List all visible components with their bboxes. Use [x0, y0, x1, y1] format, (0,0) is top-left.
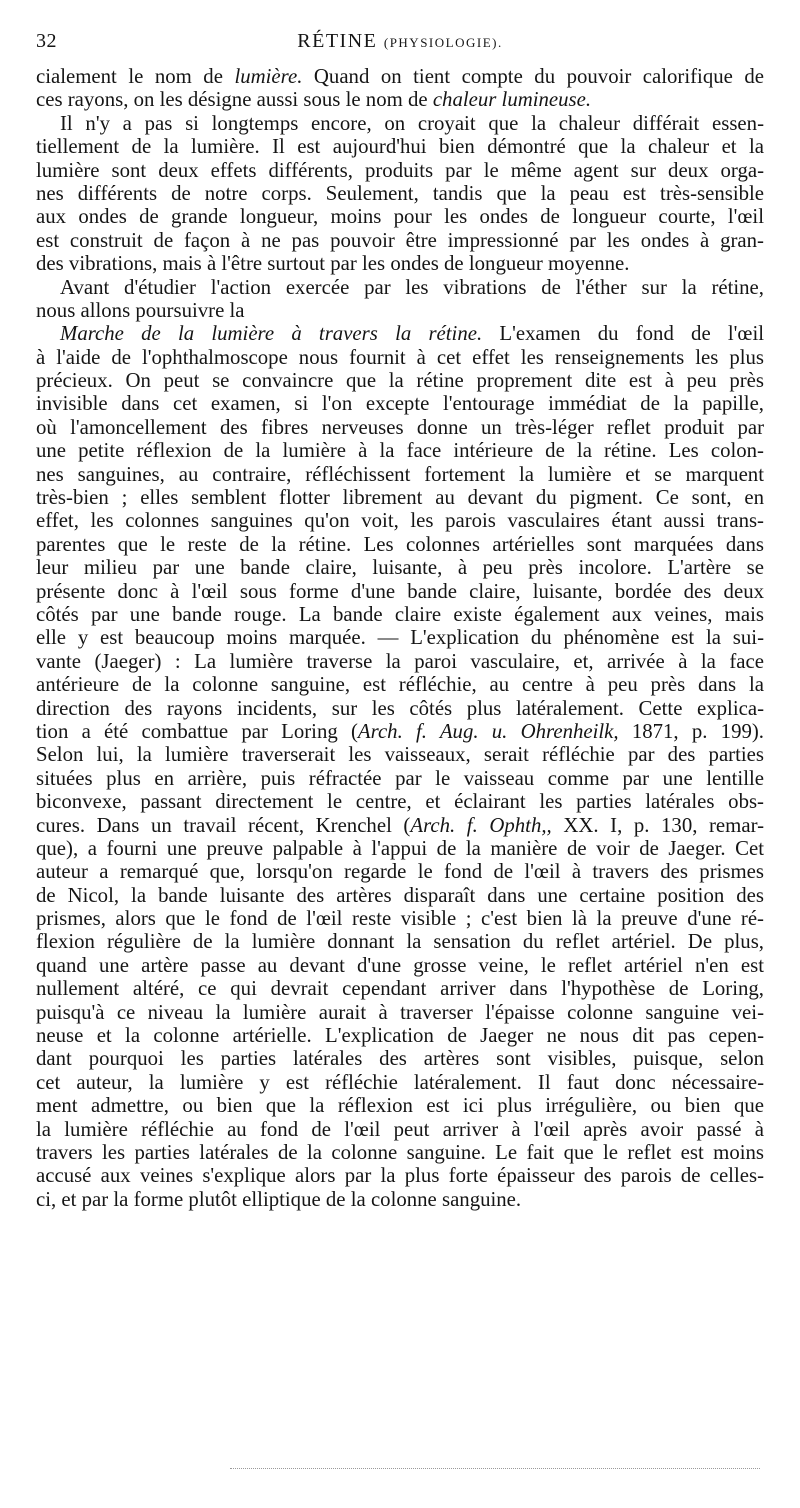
body-text	[36, 65, 764, 1211]
text-segment: Il n'y a pas si longtemps encore, on croyait que la chaleur différait essen-	[60, 111, 764, 135]
text-segment: L'examen du fond de l'œil	[482, 322, 765, 346]
text-segment: direction des rayons incidents, sur les côtés plus latéralement. Cette explica-	[36, 696, 764, 720]
text-segment: précieux. On peut se convaincre que la rétine proprement dite est à peu près	[36, 369, 764, 393]
text-line	[36, 533, 764, 556]
text-segment: invisible dans cet examen, si l'on excepte l'entourage immédiat de la papille,	[36, 392, 764, 416]
text-segment: ci, et par la forme plutôt elliptique de la colonne sanguine.	[36, 1187, 522, 1211]
running-head-title: RÉTINE	[297, 30, 378, 52]
text-segment: tion a été combattue par Loring (	[36, 719, 358, 743]
running-head-subtitle: (PHYSIOLOGIE).	[383, 35, 503, 50]
text-segment: parentes que le reste de la rétine. Les colonnes artérielles sont marquées dans	[36, 532, 764, 556]
text-line	[36, 603, 764, 626]
text-line	[36, 930, 764, 953]
text-segment: une petite réflexion de la lumière à la face intérieure de la rétine. Les colon-	[36, 439, 764, 463]
text-segment: accusé aux veines s'explique alors par la plus forte épaisseur des parois de celles-	[36, 1164, 764, 1188]
text-segment: que), a fourni une preuve palpable à l'appui de la manière de voir de Jaeger. Cet	[36, 836, 764, 860]
text-line	[36, 299, 764, 322]
text-segment: situées plus en arrière, puis réfractée par le vaisseau comme par une lentille	[36, 766, 764, 790]
text-line	[36, 182, 764, 205]
text-segment: leur milieu par une bande claire, luisante, à peu près incolore. L'artère se	[36, 556, 764, 580]
text-line	[36, 276, 764, 299]
text-line	[36, 1094, 764, 1117]
text-segment: nes différents de notre corps. Seulement, tandis que la peau est très-sensible	[36, 181, 764, 205]
running-head	[36, 30, 764, 53]
text-line	[36, 814, 764, 837]
text-line	[36, 392, 764, 415]
text-segment: tiellement de la lumière. Il est aujourd'hui bien démontré que la chaleur et la	[36, 135, 764, 159]
text-segment: antérieure de la colonne sanguine, est réfléchie, au centre à peu près dans la	[36, 673, 764, 697]
text-line	[36, 1024, 764, 1047]
text-segment: flexion régulière de la lumière donnant la sensation du reflet artériel. De plus,	[36, 930, 764, 954]
text-segment: nullement altéré, ce qui devrait cependant arriver dans l'hypothèse de Loring,	[36, 977, 764, 1001]
text-segment: à l'aide de l'ophthalmoscope nous fournit à cet effet les renseignements les plus	[36, 345, 764, 369]
text-line	[36, 626, 764, 649]
text-segment: cures. Dans un travail récent, Krenchel (	[36, 813, 411, 837]
text-line	[36, 884, 764, 907]
text-segment: prismes, alors que le fond de l'œil reste visible ; c'est bien là la preuve d'une ré-	[36, 907, 764, 931]
text-segment: est construit de façon à ne pas pouvoir être impressionné par les ondes à gran-	[36, 228, 764, 252]
text-segment: dant pourquoi les parties latérales des artères sont visibles, puisque, selon	[36, 1047, 764, 1071]
text-line	[36, 790, 764, 813]
text-segment: travers les parties latérales de la colonne sanguine. Le fait que le reflet est moins	[36, 1140, 764, 1164]
text-segment: auteur a remarqué que, lorsqu'on regarde le fond de l'œil à travers des prismes	[36, 860, 764, 884]
text-line	[36, 1141, 764, 1164]
text-segment: de Nicol, la bande luisante des artères disparaît dans une certaine position des	[36, 883, 764, 907]
text-line	[36, 112, 764, 135]
text-segment: ment admettre, ou bien que la réflexion est ici plus irrégulière, ou bien que	[36, 1094, 764, 1118]
text-line	[36, 1071, 764, 1094]
text-segment: puisqu'à ce niveau la lumière aurait à traverser l'épaisse colonne sanguine vei-	[36, 1000, 764, 1024]
text-line	[36, 416, 764, 439]
text-line	[36, 977, 764, 1000]
text-line	[36, 369, 764, 392]
text-line	[36, 205, 764, 228]
text-segment: Selon lui, la lumière traverserait les vaisseaux, serait réfléchie par des parties	[36, 743, 764, 767]
text-line	[36, 907, 764, 930]
text-segment: biconvexe, passant directement le centre, et éclairant les parties latérales obs-	[36, 790, 764, 814]
text-segment: cet auteur, la lumière y est réfléchie latéralement. Il faut donc nécessaire-	[36, 1070, 764, 1094]
text-segment: XX. I, p. 130, remar-	[551, 813, 765, 837]
text-line	[36, 1001, 764, 1024]
text-line	[36, 556, 764, 579]
italic-text: Arch. f. Ophth,,	[410, 813, 552, 837]
text-segment: où l'amoncellement des fibres nerveuses donne un très-léger reflet produit par	[36, 415, 764, 439]
text-line	[36, 767, 764, 790]
text-line	[36, 463, 764, 486]
text-line	[36, 509, 764, 532]
text-line	[36, 88, 764, 111]
text-segment: quand une artère passe au devant d'une grosse veine, le reflet artériel n'en est	[36, 953, 764, 977]
text-segment: effet, les colonnes sanguines qu'on voit, les parois vasculaires étant aussi trans-	[36, 509, 764, 533]
text-line	[36, 743, 764, 766]
text-line	[36, 159, 764, 182]
text-line	[36, 720, 764, 743]
text-line	[36, 252, 764, 275]
text-line	[36, 322, 764, 345]
text-segment: la lumière réfléchie au fond de l'œil peut arriver à l'œil après avoir passé à	[36, 1117, 764, 1141]
text-line	[36, 1164, 764, 1187]
text-segment: lumière sont deux effets différents, produits par le même agent sur deux orga-	[36, 158, 764, 182]
text-line	[36, 837, 764, 860]
text-segment: des vibrations, mais à l'être surtout par les ondes de longueur moyenne.	[36, 252, 630, 276]
footer-rule	[230, 1468, 760, 1475]
text-segment: neuse et la colonne artérielle. L'explication de Jaeger ne nous dit pas cepen-	[36, 1024, 764, 1048]
text-segment: ces rayons, on les désigne aussi sous le nom de	[36, 88, 433, 112]
text-segment: elle y est beaucoup moins marquée. — L'explication du phénomène est la sui-	[36, 626, 764, 650]
text-line	[36, 860, 764, 883]
text-line	[36, 65, 764, 88]
text-line	[36, 439, 764, 462]
text-line	[36, 1118, 764, 1141]
text-line	[36, 229, 764, 252]
text-segment: très-bien ; elles semblent flotter librement au devant du pigment. Ce sont, en	[36, 486, 764, 510]
text-line	[36, 486, 764, 509]
italic-text: chaleur lumineuse.	[432, 88, 592, 112]
text-segment: Avant d'étudier l'action exercée par les vibrations de l'éther sur la rétine,	[60, 275, 764, 299]
text-line	[36, 954, 764, 977]
italic-text: Marche de la lumière à travers la rétine.	[60, 322, 483, 346]
text-line	[36, 673, 764, 696]
text-segment: nous allons poursuivre la	[36, 298, 245, 322]
text-segment: nes sanguines, au contraire, réfléchissent fortement la lumière et se marquent	[36, 462, 764, 486]
text-segment: cialement le nom de	[36, 65, 235, 88]
text-line	[36, 580, 764, 603]
text-line	[36, 1047, 764, 1070]
text-line	[36, 1188, 764, 1211]
page-number: 32	[36, 30, 57, 52]
text-segment: présente donc à l'œil sous forme d'une bande claire, luisante, bordée des deux	[36, 579, 764, 603]
text-line	[36, 346, 764, 369]
text-line	[36, 650, 764, 673]
text-line	[36, 135, 764, 158]
text-segment: vante (Jaeger) : La lumière traverse la paroi vasculaire, et, arrivée à la face	[36, 649, 764, 673]
text-line	[36, 697, 764, 720]
text-segment: 1871, p. 199).	[618, 719, 764, 743]
italic-text: lumière.	[234, 65, 303, 88]
text-segment: aux ondes de grande longueur, moins pour les ondes de longueur courte, l'œil	[36, 205, 764, 229]
text-segment: côtés par une bande rouge. La bande claire existe également aux veines, mais	[36, 602, 764, 626]
text-segment: Quand on tient compte du pouvoir calorifique de	[302, 65, 764, 88]
page-header	[36, 30, 764, 56]
italic-text: Arch. f. Aug. u. Ohrenheilk,	[357, 719, 619, 743]
